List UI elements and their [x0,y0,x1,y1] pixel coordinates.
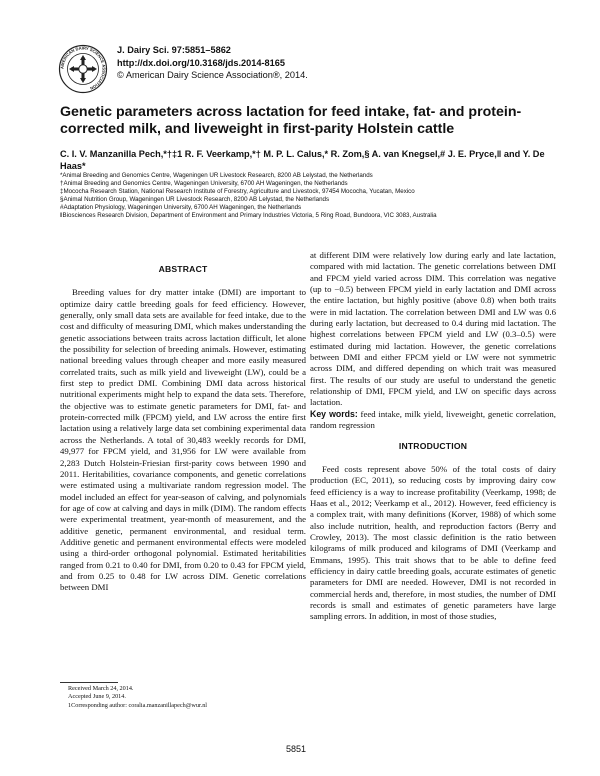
page-number: 5851 [286,744,307,754]
accepted-date: Accepted June 9, 2014. [68,693,126,701]
right-column [310,250,556,623]
copyright-notice: © American Dairy Science Association®, 2014. [117,70,308,81]
doi-link[interactable]: http://dx.doi.org/10.3168/jds.2014-8165 [117,57,285,68]
affiliation: †Animal Breeding and Genomics Centre, Wageningen University, 6700 AH Wageningen, the Netherlands [60,180,348,188]
introduction-text: Feed costs represent above 50% of the total costs of dairy production (EC, 2011), so reducing costs by improving dairy cow feed efficiency is a way to increase profitability (Veerkamp, 1998; de Haas et al., 2012; Veerkamp et al., 2012). However, feed efficiency is a complex trait, with many definitions (Korver, 1988) of which some also include nutrition, health, and reproduction factors (Berry and Crowley, 2013). The most classic definition is the ratio between kilograms of milk produced and kilograms of DMI (Veerkamp and Emmans, 1995). This trait shows that to be able to define feed efficiency in dairy cattle breeding goals, accurate estimates of genetic parameters for DMI are needed. However, DMI is not recorded in commercial herds and, therefore, in most studies, the number of DMI records is small and estimates of genetic parameters have large sampling errors. In addition, in most of those studies, [310,463,556,622]
keywords-list: feed intake, milk yield, liveweight, genetic correlation, random regression [310,408,556,431]
affiliation: §Animal Nutrition Group, Wageningen UR Livestock Research, 8200 AB Lelystad, the Netherlands [60,196,330,204]
affiliation: ǁBiosciences Research Division, Department of Environment and Primary Industries Victoria, 5 Ring Road, Bundoora, VIC 3083, Australia [60,212,437,220]
affiliation: *Animal Breeding and Genomics Centre, Wageningen UR Livestock Research, 8200 AB Lelystad, the Netherlands [60,172,373,179]
author-list: C. I. V. Manzanilla Pech,*†‡1 R. F. Veerkamp,*† M. P. L. Calus,* R. Zom,§ A. van Knegsel,# J. E. Pryce,ǁ and Y. De Haas* [60,149,545,171]
abstract-text-continued: at different DIM were relatively low during early and late lactation, compared with mid lactation. The genetic correlations between DMI and FPCM yield varied across DIM. This correlation was negative (up to −0.5) between FPCM yield in early lactation and DMI across the entire lactation, but highly positive (above 0.8) when both traits were in mid lactation. The correlation between DMI and LW was 0.6 during early lactation, but decreased to 0.4 during mid lactation. The highest correlations between FPCM yield and LW (0.3–0.5) were estimated during mid lactation. However, the genetic correlations between DMI and either FPCM yield or LW were not symmetric across DIM, and differed depending on which trait was measured first. The results of our study are useful to understand the genetic relationship of DMI, FPCM yield, and LW on specific days across lactation. [310,250,556,408]
article-title: Genetic parameters across lactation for feed intake, fat- and protein-corrected milk, and liveweight in first-parity Holstein cattle [60,104,522,137]
journal-info [117,44,308,82]
introduction-heading: INTRODUCTION [398,440,468,451]
affiliations [60,172,560,221]
corresponding-author: 1Corresponding author: coralia.manzanillapech@wur.nl [68,701,208,709]
affiliation: #Adaptation Physiology, Wageningen University, 6700 AH Wageningen, the Netherlands [60,204,302,212]
footnotes [68,685,207,710]
keywords [310,409,556,432]
logo-text: AMERICAN DAIRY SCIENCE ASSOCIATION [59,45,107,91]
adsa-logo [58,44,108,94]
keywords-label: Key words: [310,408,358,419]
footnote-rule [60,682,118,683]
abstract-heading: ABSTRACT [158,264,208,274]
journal-citation: J. Dairy Sci. 97:5851–5862 [117,45,231,55]
abstract-text: Breeding values for dry matter intake (DMI) are important to optimize dairy cattle breeding goals for feed efficiency. However, generally, only small data sets are available for feed intake, due to the cost and difficulty of measuring DMI, which makes understanding the genetic associations between traits across lactation difficult, let alone the possibility for selection of breeding animals. However, estimating national breeding values through cheaper and more easily measured correlated traits, such as milk yield and liveweight (LW), could be a first step to predict DMI. Combining DMI data across historical nutritional experiments might help to expand the data sets. Therefore, the objective was to estimate genetic parameters for DMI, fat- and protein-corrected milk (FPCM) yield, and LW across the entire first lactation using a relatively large data set combining experimental data across the Netherlands. A total of 30,483 weekly records for DMI, 49,977 for FPCM yield, and 31,956 for LW were available from 2,283 Dutch Holstein-Friesian first-parity cows between 1990 and 2011. Heritabilities, covariance components, and genetic correlations were estimated using a multivariate random regression model. The model included an effect for year-season of calving, and polynomials for age of cow at calving and days in milk (DIM). The random effects were experimental treatment, year-month of measurement, and the additive genetic, permanent environmental, and residual term. Additive genetic and permanent environmental effects were modeled using a third-order orthogonal polynomial. Estimated heritabilities ranged from 0.21 to 0.40 for DMI, from 0.20 to 0.43 for FPCM yield, and from 0.25 to 0.48 for LW across DIM. Genetic correlations between DMI [60,287,306,593]
received-date: Received March 24, 2014. [68,685,134,692]
left-column [60,264,306,594]
affiliation: ‡Mococha Research Station, National Research Institute of Forestry, Agriculture and Livestock, 97454 Mococha, Yucatan, Mexico [60,188,415,196]
